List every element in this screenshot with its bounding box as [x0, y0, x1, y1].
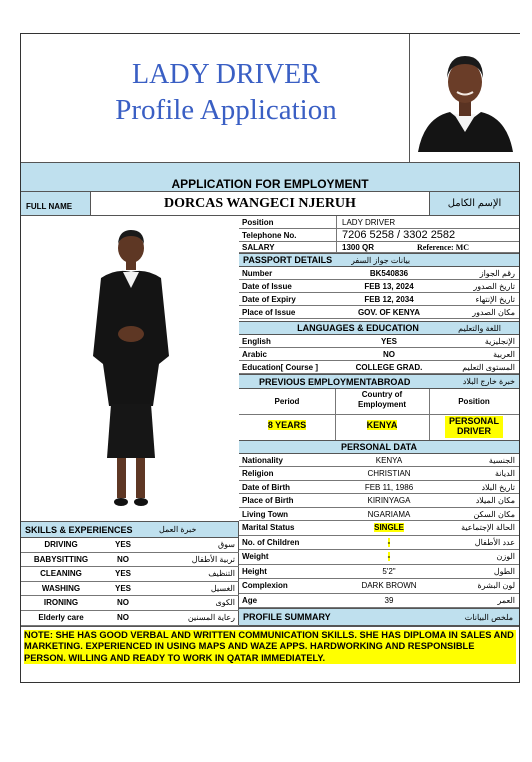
personal-label: Marital Status: [242, 523, 295, 532]
application-form: [20, 33, 520, 683]
language-label-ar: العربية: [493, 350, 515, 359]
skill-label: Elderly care: [38, 613, 84, 622]
personal-label: Living Town: [242, 509, 289, 519]
personal-value: NGARIAMA: [367, 509, 411, 519]
language-value: COLLEGE GRAD.: [355, 363, 423, 372]
previous-employment-header: PREVIOUS EMPLOYMENTABROAD خبرة خارج البلاد: [239, 374, 519, 389]
salary-value: 1300 QR: [342, 243, 375, 252]
passport-label: Place of Issue: [242, 308, 296, 317]
languages-rows: [239, 335, 519, 374]
full-name-label-ar: الإسم الكامل: [429, 192, 519, 216]
skill-label-ar: الكوى: [215, 598, 235, 608]
skill-value: NO: [117, 613, 129, 622]
language-label-ar: الإنجليزية: [484, 337, 515, 346]
personal-label-ar: الديانة: [494, 469, 515, 479]
personal-label: Nationality: [242, 456, 283, 465]
skill-label: DRIVING: [44, 540, 78, 549]
personal-data-rows-top: [239, 454, 519, 521]
personal-label: Weight: [242, 552, 269, 561]
personal-label-ar: الطول: [493, 566, 515, 576]
personal-label-ar: عدد الأطفال: [474, 537, 515, 547]
skill-value: YES: [114, 540, 131, 549]
passport-label-ar: تاريخ الصدور: [473, 282, 515, 291]
language-label-ar: المستوى التعليم: [462, 363, 515, 372]
skill-value: YES: [114, 583, 131, 593]
skill-label: CLEANING: [40, 569, 82, 579]
personal-label: Age: [242, 595, 258, 605]
full-body-photo: [21, 216, 239, 521]
passport-value: BK540836: [369, 269, 409, 278]
skill-label: WASHING: [41, 583, 81, 593]
personal-label-ar: لون البشرة: [477, 581, 515, 590]
skill-label: IRONING: [43, 598, 79, 608]
portrait-full-body-icon: [21, 216, 239, 521]
personal-label-ar: الوزن: [496, 552, 515, 561]
skill-value: NO: [117, 598, 129, 608]
passport-value: GOV. OF KENYA: [357, 308, 421, 317]
full-name-label: FULL NAME: [21, 192, 91, 216]
summary-note-box: [21, 626, 519, 683]
language-label: Education[ Course ]: [242, 363, 319, 372]
personal-label: Height: [242, 566, 267, 576]
skill-label-ar: التنظيف: [208, 569, 235, 579]
personal-value: -: [387, 537, 391, 547]
passport-header: PASSPORT DETAILS بيانات جواز السفر: [239, 253, 519, 267]
skill-label-ar: الغسيل: [210, 583, 235, 593]
col-position: Position: [458, 397, 490, 406]
personal-value: CHRISTIAN: [367, 469, 411, 479]
country-value: KENYA: [366, 420, 398, 430]
personal-label-ar: العمر: [497, 595, 515, 605]
passport-label: Date of Expiry: [242, 295, 296, 304]
language-value: YES: [380, 337, 397, 346]
salary-label: SALARY: [242, 243, 275, 252]
passport-label-ar: مكان الصدور: [472, 308, 515, 317]
full-name-value: DORCAS WANGECI NJERUH: [91, 192, 429, 216]
personal-value: SINGLE: [374, 523, 404, 532]
personal-label-ar: مكان الميلاد: [475, 496, 515, 506]
personal-value: KIRINYAGA: [367, 496, 411, 506]
period-value: 8 YEARS: [267, 420, 307, 430]
telephone-value: 7206 5258 / 3302 2582: [342, 229, 456, 241]
personal-label: Religion: [242, 469, 274, 479]
personal-value: 39: [384, 595, 394, 605]
language-value: NO: [383, 350, 395, 359]
passport-label-ar: رقم الجواز: [479, 269, 515, 278]
passport-value: FEB 12, 2034: [364, 295, 414, 304]
personal-data-header: PERSONAL DATA: [239, 440, 519, 454]
skill-value: NO: [117, 554, 129, 564]
summary-note: NOTE: SHE HAS GOOD VERBAL AND WRITTEN COMMUNICATION SKILLS. SHE HAS DIPLOMA IN SALES AND MARKETING. EXPERIENCED IN USING MAPS AND WAZE APPS. HARDWORKING AND RESPONSIBLE PERSON. WILLING AND READY TO WORK IN QATAR IMMEDIATELY.: [24, 630, 516, 664]
personal-data-rows-bottom: [239, 521, 519, 608]
col-period: Period: [274, 397, 300, 406]
personal-label-ar: تاريخ البلاد: [481, 482, 515, 492]
languages-header: LANGUAGES & EDUCATION اللغة والتعليم: [239, 321, 519, 335]
profile-summary-header: PROFILE SUMMARY ملخص البيانات: [239, 608, 519, 626]
title-line-2: Profile Application: [115, 94, 337, 126]
skill-label-ar: رعاية المسنين: [187, 613, 235, 622]
previous-employment-table: [239, 389, 519, 440]
skill-label: BABYSITTING: [33, 554, 89, 564]
skill-label-ar: تربية الأطفال: [191, 554, 235, 564]
job-info-table: [239, 216, 519, 253]
passport-label: Date of Issue: [242, 282, 292, 291]
personal-label: Place of Birth: [242, 496, 294, 506]
language-label: English: [242, 337, 271, 346]
passport-label: Number: [242, 269, 273, 278]
header-photo: [409, 34, 520, 162]
reference-code: Reference: MC: [417, 243, 470, 252]
personal-value: -: [387, 552, 391, 561]
position-value: LADY DRIVER: [342, 218, 396, 227]
personal-label: No. of Children: [242, 537, 300, 547]
position-abroad-value: PERSONAL DRIVER: [445, 416, 503, 438]
personal-label: Date of Birth: [242, 482, 290, 492]
personal-value: DARK BROWN: [361, 581, 417, 590]
section-banner-application: APPLICATION FOR EMPLOYMENT: [21, 163, 519, 192]
personal-value: KENYA: [375, 456, 403, 465]
passport-value: FEB 13, 2024: [364, 282, 414, 291]
language-label: Arabic: [242, 350, 267, 359]
position-label: Position: [242, 218, 274, 227]
passport-label-ar: تاريخ الإنتهاء: [475, 295, 515, 304]
skill-label-ar: سوق: [217, 540, 235, 549]
telephone-label: Telephone No.: [242, 231, 297, 240]
personal-value: 5'2": [382, 566, 396, 576]
personal-label-ar: الحالة الإجتماعية: [461, 523, 515, 532]
personal-label: Complexion: [242, 581, 288, 590]
skill-value: YES: [114, 569, 131, 579]
portrait-headshot-icon: [410, 34, 521, 162]
personal-label-ar: مكان السكن: [473, 509, 515, 519]
title-line-1: LADY DRIVER: [132, 59, 320, 90]
personal-label-ar: الجنسية: [488, 456, 515, 465]
personal-value: FEB 11, 1986: [364, 482, 414, 492]
skills-rows: [21, 538, 239, 626]
passport-rows: [239, 267, 519, 319]
col-country: Country of Employment: [357, 390, 406, 409]
skills-header: SKILLS & EXPERIENCES خبرة العمل: [21, 521, 239, 538]
